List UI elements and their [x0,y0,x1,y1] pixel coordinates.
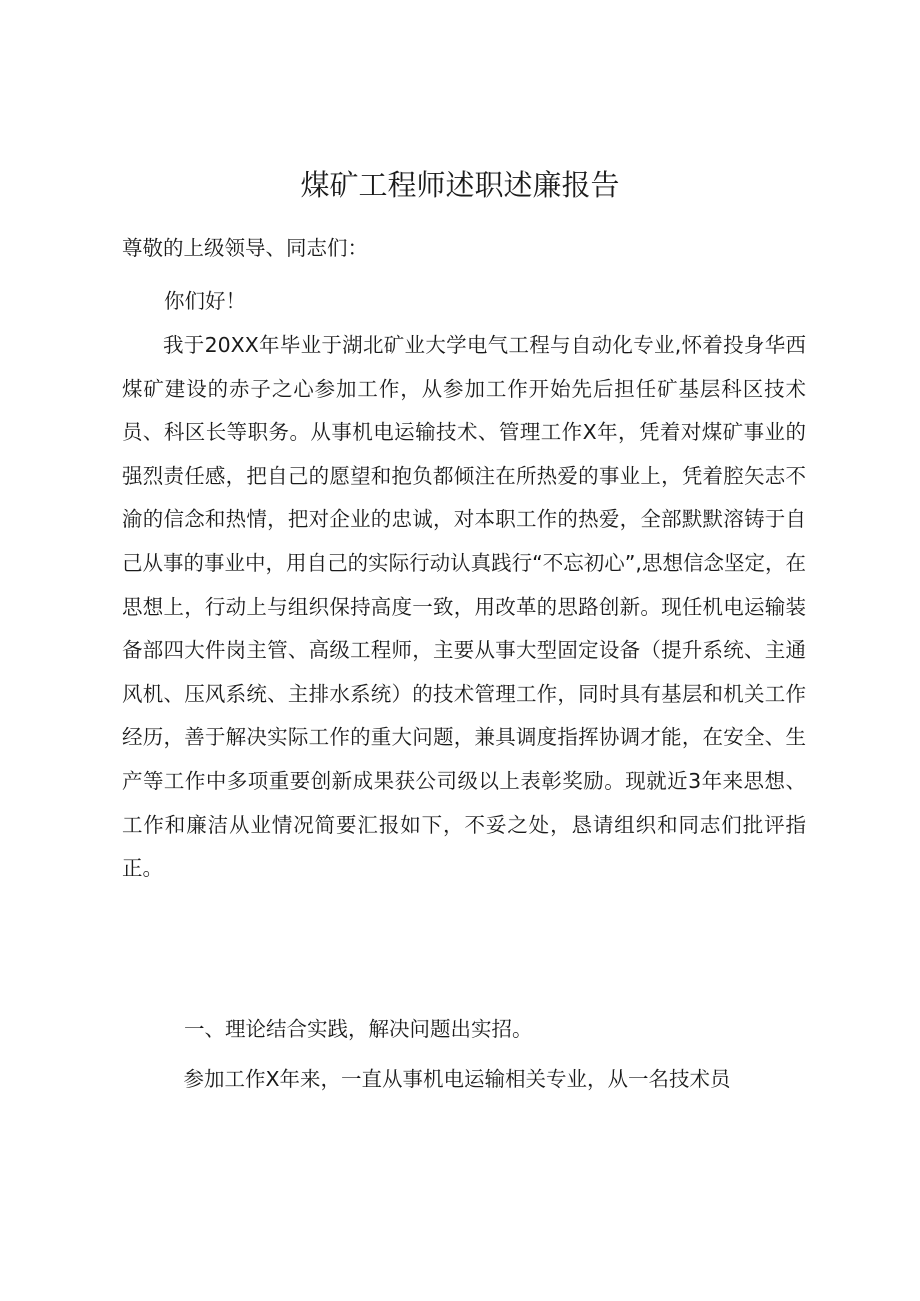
salutation: 尊敬的上级领导、同志们： [122,236,368,260]
body-paragraph-1: 我于20XX年毕业于湖北矿业大学电气工程与自动化专业,怀着投身华西煤矿建设的赤子之心参加工作，从参加工作开始先后担任矿基层科区技术员、科区长等职务。从事机电运输技术、管理工作X年，凭着对煤矿事业的强烈责任感，把自己的愿望和抱负都倾注在所热爱的事业上，凭着腔矢志不渝的信念和热情，把对企业的忠诚，对本职工作的热爱，全部默默溶铸于自己从事的事业中，用自己的实际行动认真践行“不忘初心”,思想信念坚定，在思想上，行动上与组织保持高度一致，用改革的思路创新。现任机电运输装备部四大件岗主管、高级工程师，主要从事大型固定设备（提升系统、主通风机、压风系统、主排水系统）的技术管理工作，同时具有基层和机关工作经历，善于解决实际工作的重大问题，兼具调度指挥协调才能，在安全、生产等工作中多项重要创新成果获公司级以上表彰奖励。现就近3年来思想、工作和廉洁从业情况简要汇报如下，不妥之处，恳请组织和同志们批评指正。 [122,333,806,881]
document-title: 煤矿工程师述职述廉报告 [300,168,620,202]
body-paragraph-2: 参加工作X年来，一直从事机电运输相关专业，从一名技术员 [183,1067,731,1091]
section-heading-1: 一、理论结合实践，解决问题出实招。 [184,1017,533,1041]
greeting: 你们好！ [164,289,246,313]
